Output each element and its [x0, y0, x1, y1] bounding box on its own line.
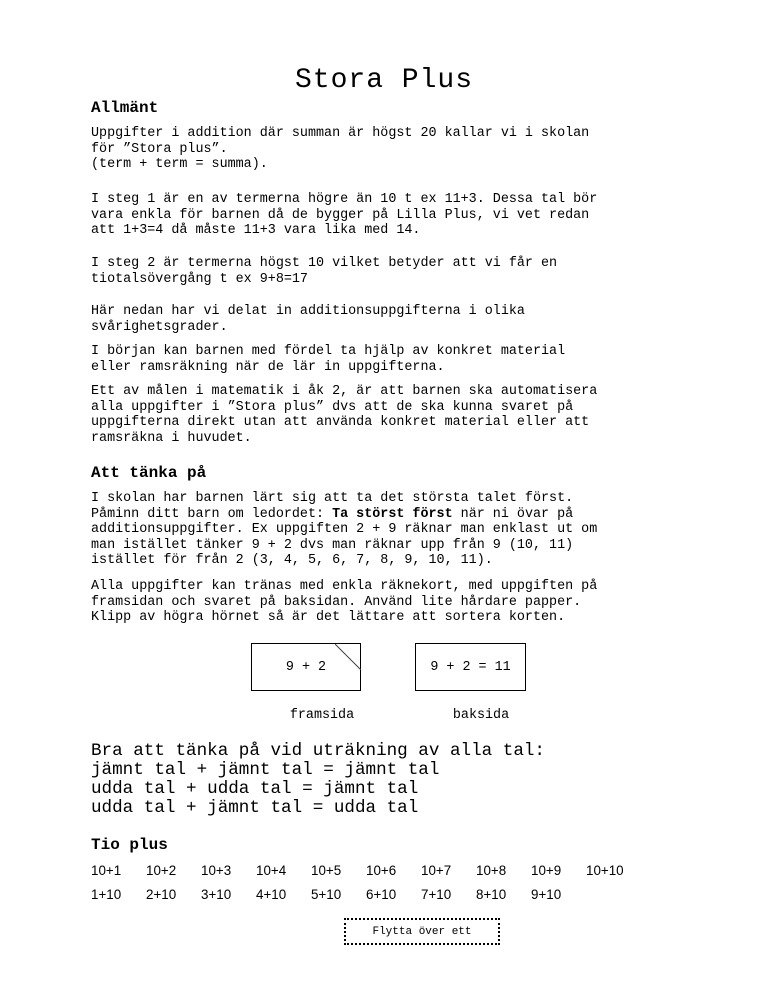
tio-plus-row-1	[91, 863, 691, 879]
tio-plus-item: 7+10	[421, 887, 452, 902]
caption-framsida: framsida	[289, 708, 355, 723]
page-title: Stora Plus	[294, 65, 474, 96]
tio-plus-item: 2+10	[146, 887, 177, 902]
paragraph-svarighetsgrader: Här nedan har vi delat in additionsuppgifterna i olika svårighetsgrader.	[91, 304, 525, 335]
paragraph-storst-forst: I skolan har barnen lärt sig att ta det största talet först. Påminn ditt barn om ledordet: Ta störst först när ni övar på additionsuppgifter. Ex uppgiften 2 + 9 räknar man enklast ut om man istället tänker 9 + 2 dvs man räknar upp från 9 (10, 11) istället för från 2 (3, 4, 5, 6, 7, 8, 9, 10, 11).	[91, 491, 598, 568]
cut-corner-icon	[335, 644, 361, 670]
card-front	[251, 643, 361, 691]
paragraph-steg1: I steg 1 är en av termerna högre än 10 t ex 11+3. Dessa tal bör vara enkla för barnen då de bygger på Lilla Plus, vi vet redan att 1+3=4 då måste 11+3 vara lika med 14.	[91, 192, 598, 238]
paragraph-steg2: I steg 2 är termerna högst 10 vilket betyder att vi får en tiotalsövergång t ex 9+8=17	[91, 256, 558, 287]
keyword-ta-storst-forst: Ta störst först	[332, 506, 453, 522]
tio-plus-item: 10+4	[256, 863, 287, 878]
paragraph-konkret-material: I början kan barnen med fördel ta hjälp av konkret material eller ramsräkning när de lär in uppgifterna.	[91, 344, 566, 375]
flytta-over-ett-button[interactable]: Flytta över ett	[344, 918, 500, 945]
tio-plus-item: 10+8	[476, 863, 507, 878]
tio-plus-item: 5+10	[311, 887, 342, 902]
tio-plus-item: 8+10	[476, 887, 507, 902]
tio-plus-item: 10+6	[366, 863, 397, 878]
paragraph-intro: Uppgifter i addition där summan är högst 20 kallar vi i skolan för ”Stora plus”. (term + term = summa).	[91, 126, 590, 172]
tio-plus-item: 10+9	[531, 863, 562, 878]
tio-plus-item: 9+10	[531, 887, 562, 902]
tio-plus-item: 10+2	[146, 863, 177, 878]
paragraph-rakne-kort: Alla uppgifter kan tränas med enkla räknekort, med uppgiften på framsidan och svaret på baksidan. Använd lite hårdare papper. Klipp av högra hörnet så är det lättare att sortera korten.	[91, 579, 598, 625]
tio-plus-row-2	[91, 887, 691, 903]
paragraph-malen: Ett av målen i matematik i åk 2, är att barnen ska automatisera alla uppgifter i ”Stora plus” dvs att de ska kunna svaret på uppgifterna direkt utan att använda konkret material eller att ramsräkna i huvudet.	[91, 384, 598, 446]
tio-plus-item: 10+10	[586, 863, 624, 878]
card-back	[415, 643, 526, 691]
tio-plus-item: 6+10	[366, 887, 397, 902]
heading-tio-plus: Tio plus	[91, 836, 168, 854]
parity-rules: Bra att tänka på vid uträkning av alla tal: jämnt tal + jämnt tal = jämnt tal udda tal + udda tal = jämnt tal udda tal + jämnt tal = udda tal	[91, 741, 545, 818]
tio-plus-item: 10+7	[421, 863, 452, 878]
tio-plus-item: 10+5	[311, 863, 342, 878]
tio-plus-item: 1+10	[91, 887, 122, 902]
caption-baksida: baksida	[452, 708, 510, 723]
heading-allmant: Allmänt	[91, 99, 159, 117]
tio-plus-item: 4+10	[256, 887, 287, 902]
card-back-text: 9 + 2 = 11	[430, 659, 511, 675]
heading-att-tanka-pa: Att tänka på	[91, 464, 207, 482]
card-front-text: 9 + 2	[285, 659, 327, 675]
tio-plus-item: 10+3	[201, 863, 232, 878]
tio-plus-item: 3+10	[201, 887, 232, 902]
tio-plus-item: 10+1	[91, 863, 122, 878]
